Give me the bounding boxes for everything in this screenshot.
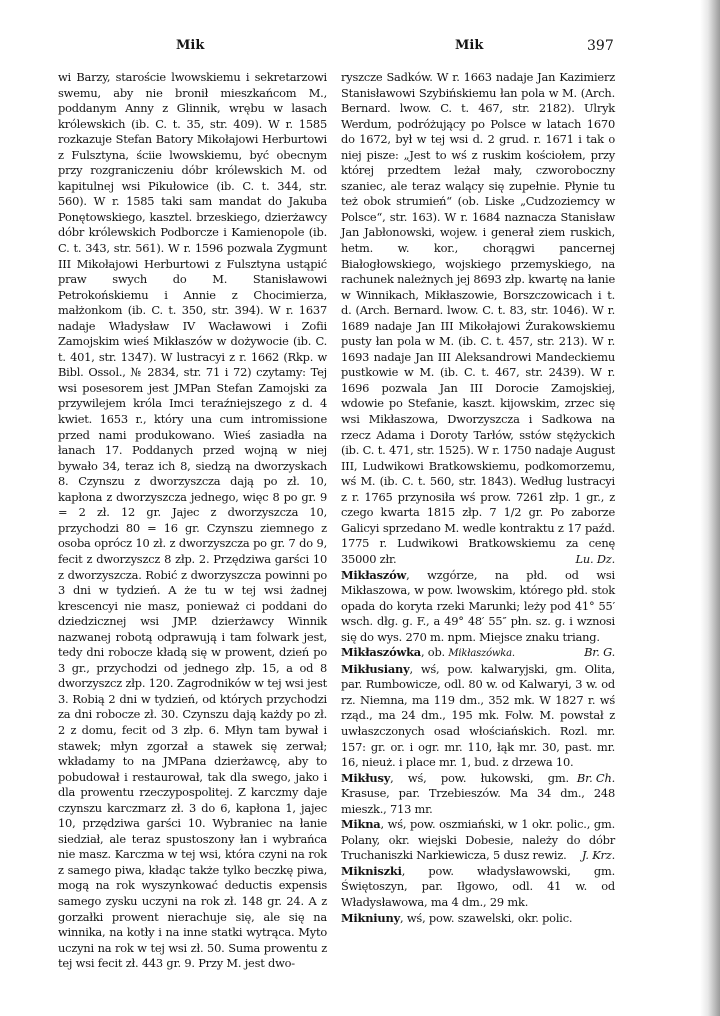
right-column	[341, 70, 615, 950]
entry-text: , wś, pow. kalwaryjski, gm. Olita, par. Rumbowicze, odl. 80 w. od Kalwaryi, 3 w. od rz. Niemna, ma 119 dm., 352 mk. W 1827 r. wś rząd., ma 24 dm., 195 mk. Folw. M. powstał z uwłaszczonych osad włościańskich. Rozl. mr. 157: gr. or. i ogr. mr. 110, łąk mr. 30, past. mr. 16, nieuż. i place mr. 1, bud. z drzewa 10.	[341, 661, 615, 770]
entry-text: , wzgórze, na płd. od wsi Mikłaszowa, w pow. lwowskim, którego płd. stok opada do koryta rzeki Marunki; leży pod 41° 55′ wsch. dłg. g. F., a 49° 48′ 55″ płn. sz. g. i wznosi się do wys. 270 m. npm. Miejsce znaku triang.	[341, 567, 615, 644]
entry-term: Mikłaszów	[341, 567, 407, 582]
entry-term: Mikniuny	[341, 910, 401, 925]
opening-signature: Lu. Dz.	[575, 551, 615, 566]
page-number: 397	[587, 38, 614, 54]
entry-mikniszki	[341, 864, 615, 911]
entry-text: , wś, pow. szawelski, okr. polic.	[400, 910, 573, 925]
entry-term: Mikłusiany	[341, 661, 410, 676]
entry-term: Mikniszki	[341, 863, 402, 878]
entry-text: , ob.	[420, 645, 449, 660]
left-column	[58, 70, 327, 971]
entry-mikna	[341, 817, 615, 864]
entry-signature: J. Krz.	[581, 848, 615, 863]
opening-paragraph	[341, 70, 615, 568]
entry-term: Mikłaszówka	[341, 645, 421, 660]
entry-text: , wś, pow. łukowski, gm. Krasuse, par. Trzebieszów. Ma 34 dm., 248 mieszk., 713 mr.	[341, 770, 615, 816]
entry-term: Mikna	[341, 817, 381, 832]
entry-text: , wś, pow. oszmiański, w 1 okr. polic., gm. Polany, okr. wiejski Dobesie, należy do dóbr Truchaniszki Narkiewicza, 5 dusz rewiz.	[341, 817, 615, 863]
entry-miklaszowka	[341, 645, 615, 662]
opening-text: ryszcze Sadków. W r. 1663 nadaje Jan Kazimierz Stanisławowi Szybińskiemu łan pola w M. (Arch. Bernard. lwow. C. t. 467, str. 2182). Ulryk Werdum, podróżujący po Polsce w latach 1670 do 1672, był w tej wsi d. 2 grud. r. 1671 i tak o niej pisze: „Jest to wś z ruskim kościołem, przy której przedtem leżał mały, czworoboczny szaniec, ale teraz walący się zupełnie. Płynie tu też obok strumień“ (ob. Liske „Cudzoziemcy w Polsce“, str. 163). W r. 1684 naznacza Stanisław Jan Jabłonowski, wojew. i generał ziem ruskich, hetm. w. kor., chorągwi pancernej Białogłowskiego, wojskiego przemyskiego, na rachunek należnych jej 8693 złp. kwartę na łanie w Winnikach, Mikłaszowie, Borszczowicach i t. d. (Arch. Bernard. lwow. C. t. 83, str. 1046). W r. 1689 nadaje Jan III Mikołajowi Żurakowskiemu pusty łan pola w M. (ib. C. t. 457, str. 213). W r. 1693 nadaje Jan III Aleksandrowi Mandeckiemu pustkowie w M. (ib. C. t. 467, str. 2439). W r. 1696 pozwala Jan III Dorocie Zamojskiej, wdowie po Stefanie, kaszt. kijowskim, zrzec się wsi Mikłaszowa, Dworzyszcza i Sadkowa na rzecz Adama i Doroty Tarłów, sstów stężyckich (ib. C. t. 471, str. 1525). W r. 1750 nadaje August III, Ludwikowi Bratkowskiemu, podkomorzemu, wś M. (ib. C. t. 560, str. 1843). Według lustracyi z r. 1765 przynosiła wś prow. 7261 złp. 1 gr., z czego kwarta 1815 złp. 7 1/2 gr. Po zaborze Galicyi sprzedano M. wedle kontraktu z 17 paźd. 1775 r. Ludwikowi Bratkowskiemu za cenę 35000 złr.	[341, 70, 615, 566]
header-left-keyword: Mik	[176, 38, 205, 53]
entry-term: Mikłusy	[341, 770, 391, 785]
running-header	[0, 38, 720, 58]
entry-signature: Br. G.	[584, 645, 615, 660]
entry-mikniuny	[341, 911, 615, 927]
page-edge-shadow	[700, 0, 720, 1016]
entry-signature: Br. Ch.	[576, 770, 615, 785]
left-column-text: wi Barzy, staroście lwowskiemu i sekretarzowi swemu, aby nie bronił mieszkańcom M., poddanym Anny z Glinnik, wrębu w lasach królewskich (ib. C. t. 35, str. 409). W r. 1585 rozkazuje Stefan Batory Mikołajowi Herburtowi z Fulsztyna, ściie lwowskiemu, być obecnym przy rozgraniczeniu dóbr królewskich M. od kapitulnej wsi Pikułowice (ib. C. t. 344, str. 560). W r. 1585 taki sam mandat do Jakuba Ponętowskiego, kasztel. brzeskiego, dzierżawcy dóbr królewskich Podborcze i Kamienopole (ib. C. t. 343, str. 561). W r. 1596 pozwala Zygmunt III Mikołajowi Herburtowi z Fulsztyna ustąpić praw swych do M. Stanisławowi Petrokońskiemu i Annie z Chocimierza, małżonkom (ib. C. t. 350, str. 394). W r. 1637 nadaje Władysław IV Wacławowi i Zofii Zamojskim wieś Mikłaszów w dożywocie (ib. C. t. 401, str. 1347). W lustracyi z r. 1662 (Rkp. w Bibl. Ossol., № 2834, str. 71 i 72) czytamy: Tej wsi posesorem jest JMPan Stefan Zamojski za przywilejem króla Imci teraźniejszego z d. 4 kwiet. 1653 r., który una cum intromissione przed nami produkowano. Wieś zasiadła na łanach 17. Poddanych przed wojną w niej bywało 34, teraz ich 8, siedzą na dworzyskach 8. Czynszu z dworzyszcza dają po zł. 10, kapłona z dworzyszcza jednego, więc 8 po gr. 9 = 2 zł. 12 gr. Jajec z dworzyszcza 10, przychodzi 80 = 16 gr. Czynszu ziemnego z osoba oprócz 10 zł. z dworzyszcza po gr. 7 do 9, fecit z dworzyszcz 8 złp. 2. Przędziwa garści 10 z dworzyszcza. Robić z dworzyszcza powinni po 3 dni w tydzień. A że tu w tej wsi żadnej krescencyi nie masz, ponieważ ci poddani do dziedzicznej wsi JMP. dzierżawcy Winnik nazwanej robotą odprawują i tam folwark jest, tedy dni robocze kładą się w prowent, dzień po 3 gr., przychodzi od jednego złp. 15, a od 8 dworzyszcz złp. 120. Zagrodników w tej wsi jest 3. Robią 2 dni w tydzień, od których przychodzi za dni robocze zł. 30. Czynszu dają każdy po zł. 2 z domu, fecit od 3 złp. 6. Młyn tam bywał i stawek; młyn zgorzał a stawek się zerwał; wkładamy to na JMPana dzierżawcę, aby to pobudował i restaurował, tak dla swego, jako i dla prowentu rzeczypospolitej. Z karczmy daje czynszu karczmarz zł. 3 do 6, kapłona 1, jajec 10, przędziwa garści 10. Wybraniec na łanie siedział, ale teraz spustoszony łan i wybrańca nie masz. Karczma w tej wsi, która czyni na rok z samego piwa, kładąc także tylko beczkę piwa, mogą na rok wyszynkować deductis expensis samego zysku uczyni na rok zł. 148 gr. 24. A z gorzałki prowent nierachuje się, ale się na winnika, na kotły i na inne statki wytrąca. Myto uczyni na rok w tej wsi zł. 50. Suma prowentu z tej wsi fecit zł. 443 gr. 9. Przy M. jest dwo-	[58, 70, 327, 971]
entry-text: , pow. władysławowski, gm. Świętoszyn, par. Iłgowo, odl. 41 w. od Władysławowa, ma 4 dm., 29 mk.	[341, 863, 615, 909]
header-center-keyword: Mik	[455, 38, 484, 53]
entry-cross-reference: Mikłaszówka.	[448, 648, 515, 660]
